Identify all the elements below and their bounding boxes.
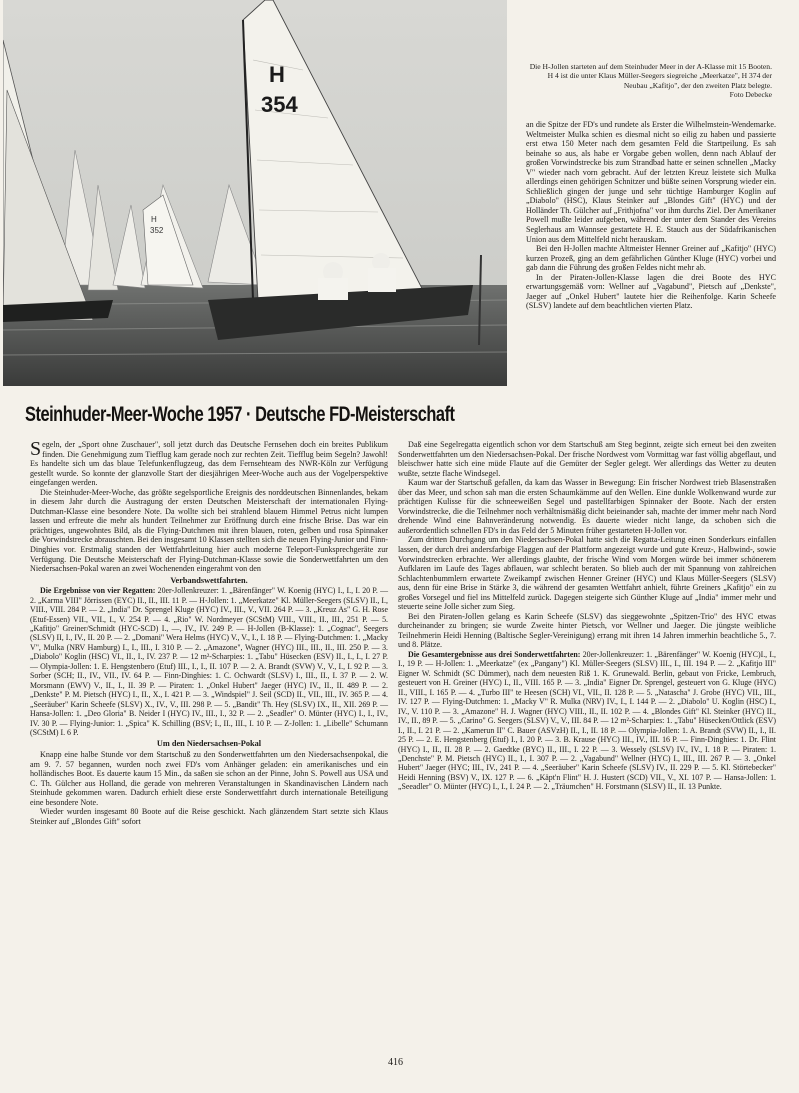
right-column-top — [526, 120, 776, 311]
paragraph: Die Steinhuder-Meer-Woche, das größte segelsportliche Ereignis des norddeutschen Binnenlandes, bekam in diesem Jahr durch die Austragung der ersten Deutschen Meisterschaft der internationalen Flying-Dutchman-Klasse eine besondere Note. Da wollte sich bei strahlend blauem Himmel Petrus nicht lumpen lassen und erfreute die mehr als hundert Teilnehmer zur Eröffnung durch eine frische Brise. Das war ein prächtiges, ungewohntes Bild, als die Flying-Dutchmen mit ihren blauen, roten, gelben und rosa Spinnaker die Vorwindstrecke abrauschten. Bei den insgesamt 10 Klassen stellten sich die neuen Flying-Junior und Finn-Dinghies vor. Erstmalig standen der Wettfahrtleitung hier auch moderne Teleport-Funksprechgeräte zur Verfügung. Die Deutsche Meisterschaft der Flying-Dutchman-Klasse sowie die Sonderwettfahrten um den Niedersachsen-Pokal waren an zwei Wochenenden eingerahmt von den — [30, 487, 388, 574]
paragraph: Daß eine Segelregatta eigentlich schon vor dem Startschuß am Steg beginnt, zeigte sich erneut bei den zweiten Sonderwettfahrten um den Niedersachsen-Pokal. Der frische Nordwest vom Vormittag war fast völlig abgeflaut, und bleischwer hatte sich eine müde Flaute auf die Gemüter der Segler gelegt. Wer allerdings das Wetter zu deuten wußte, setzte flache Windsegel. — [398, 440, 776, 478]
photo-credit: Foto Debecke — [729, 90, 772, 100]
caption-text: Die H-Jollen starteten auf dem Steinhuder Meer in der A-Klasse mit 15 Booten. H 4 ist die unter Klaus Müller-Seegers siegreiche „Meerkatze", H 374 der Neubau „Kafitjo", der den zweiten Platz belegte. — [529, 62, 772, 90]
sail-letter: H — [269, 62, 285, 87]
paragraph: Wieder wurden insgesamt 80 Boote auf die Reise geschickt. Nach glänzendem Start setzte sich Klaus Steinker auf „Blondes Gift" sofort — [30, 807, 388, 826]
paragraph: Bei den Piraten-Jollen gelang es Karin Scheefe (SLSV) das sieggewohnte „Spitzen-Trio" des HYC etwas durcheinander zu bringen; sie wurde Zweite hinter Pietsch, vor Wellner und Jaeger. Die jüngste weibliche Teilnehmerin Heidi Henning (Baltische Segler-Vereinigung) errang mit ihren 14 Jahren immerhin beachtliche 5., 7. und 8. Plätze. — [398, 611, 776, 650]
left-column — [30, 440, 388, 826]
photo-caption — [524, 62, 772, 100]
paragraph: In der Piraten-Jollen-Klasse lagen die drei Boote des HYC erwartungsgemäß vorn: Wellner auf „Vagabund", Pietsch auf „Denkste", Jaeger auf „Onkel Hubert" lautete hier die Reihenfolge. Karin Scheefe (SLSV) landete auf dem beachtlichen vierten Platz. — [526, 272, 776, 311]
section-heading: Verbandswettfahrten. — [170, 575, 248, 585]
paragraph: Bei den H-Jollen machte Altmeister Henner Greiner auf „Kafitjo" (HYC) kurzen Prozeß, ging an dem gefährlichen Günther Kluge (HYC) vorbei und gab dann die Führung des großen Feldes nicht mehr ab. — [526, 244, 776, 273]
section-heading: Um den Niedersachsen-Pokal — [156, 739, 262, 749]
regatta-photo — [3, 0, 507, 386]
page-number: 416 — [388, 1057, 403, 1068]
right-column-bottom — [398, 440, 776, 792]
sail-number-2: 352 — [150, 226, 164, 235]
paragraph: an die Spitze der FD's und rundete als Erster die Wilhelmstein-Wendemarke. Weltmeister Mulka schien es diesmal nicht so eilig zu haben und passierte erst etwa 150 Meter nach dem gesamten Feld die Startpeilung. Es sah beinahe so aus, als habe er Vorgabe geben wollen, denn nach Ablauf der großen Vorwindstrecke bis zum Strandbad hatte er seinen schnellen „Macky V" wieder nach vorn gebracht. Auf der letzten Kreuz leistete sich Mulka allerdings einen gehörigen Schnitzer und büßte seinen Vorsprung wieder ein. Schließlich gingen der junge und sehr tüchtige Hamburger Koglin auf „Diabolo" (HSC), Klaus Steinker auf „Blondes Gift" (HYC) und der Holländer Th. Gülcher auf „Frithjofna" vor ihm durchs Ziel. Der Amerikaner Powell mußte leider aufgeben, während der unter dem Stander des Vereins Seglerhaus am Wannsee gestartete H. E. Stauch aus der Südafrikanischen Union aus dem Mittelfeld nicht herauskam. — [526, 120, 776, 244]
drop-cap: S — [30, 438, 42, 460]
intro-paragraph: Segeln, der „Sport ohne Zuschauer", soll jetzt durch das Deutsche Fernsehen doch ein breites Publikum finden. Die Genehmigung zum Tiefflug kam gerade noch zur rechten Zeit. Tiefflug beim Segeln? Jawohl! Es handelte sich um das blaue Telefunkenflugzeug, das dem Fernsehteam des NWR-Köln zur Verfügung gestellt wurde. So konnte der glanzvolle Start der diesjährigen Meer-Woche auch aus der Vogelperspektive eingefangen werden. — [30, 438, 388, 488]
results-paragraph: Die Ergebnisse von vier Regatten: 20er-Jollenkreuzer: 1. „Bärenfänger" W. Koenig (HYC) I., I., I. 20 P. — 2. „Karma VIII" Jörrissen (EYC) II., II., III. 11 P. — H-Jollen: 1. „Meerkatze" Kl. Müller-Seegers (SLSV) II., I., VIII., VIII. 284 P. — 2. „India" Dr. Sprengel Kluge (HYC) IV., III., V., VII. 264 P. — 3. „Kreuz As" G. H. Rose (Etuf-Essen) VII., VII., I., V. 254 P. — 4. „Rio" W. Nordmeyer (SCStM) VIII., VIII., II., III., 251 P. — 5. „Kafitjo" Greiner/Schmidt (HYC-SCD) I., —, IV., IV. 249 P. — H-Jollen (B-Klasse): 1. „Cognac", Seegers (SLSV) II, I., IV., II. 20 P. — 2. „Domani" Wera Helms (HYC) V., V., I., I. 18 P. — Flying-Dutchmen: 1. „Macky V", Mulka (NRV Hamburg) I., I., III., I. 310 P. — 2. „Amazone", Wagner (HYC) III., III., II., III. 250 P. — 3. „Diabolo" Koglin (HSC) VI., II., I., IV. 237 P. — 12 m²-Scharpies: 1. „Tabu" Hüsecken (ESV) II., I., I., I. 27 P. — Olympia-Jollen: 1. E. Hengstenbero (Etuf) III., I., I., II. 107 P. — 2. A. Brandt (SVW) V., V., I., I. 92 P. — 3. Sorber (SCH; II., IV., VII., IV. 64 P. — Finn-Dinghies: 1. C. Ochwardt (SLSV) I., III., II., I. 37 P. — 2. W. Morsmann (EWV) V., II., I., II. 39 P. — Piraten: 1. „Onkel Hubert" Jaeger (HYC) IV., II., II. 489 P. — 2. „Denkste" P. M. Pietsch (HYC) I., II., X., I. 421 P. — 3. „Windspiel" J. Seil (SCD) II., VII., III., IV. 365 P. — 4. „Seeräuber" Karin Scheefe (SLSV) X., IV., V., III. 298 P. — 5. „Bandit" Th. Hey (SLSV) IX., II., XII. 269 P. — Hansa-Jollen: 1. „Deo Gloria" B. Neider I (HYC) IV., III., I., 32 P. — 2. „Seadler" O. Münter (HYC) I., I., IV., IV. 30 P. — Flying-Junior: 1. „Spica" K. Schilling (BSV; I., II., III., I. 10 P. — Z-Jollen: 1. „Libelle" Schumann (SCStM) I. 6 P. — [30, 586, 388, 737]
paragraph: Knapp eine halbe Stunde vor dem Startschuß zu den Sonderwettfahrten um den Niedersachsenpokal, die am 9. 7. 57 begannen, wurden noch zwei FD's vom Anhänger geladen: ein amerikanisches und ein holländisches Boot. Es dauerte kaum 15 Min., da saßen sie schon an der Pinne, John S. Powell aus USA und C. Th. Gülcher aus Holland, die gerade von mehreren Veranstaltungen in Skandinavischen Ländern nach Steinhude gekommen waren. Dadurch erhielt diese erste Sonderwettfahrt durch internationale Beteiligung eine besondere Note. — [30, 750, 388, 807]
paragraph: Kaum war der Startschuß gefallen, da kam das Wasser in Bewegung: Ein frischer Nordwest trieb Blasenstraßen über das Meer, und schon sah man die ersten Schaumkämme auf den Wellen. Eine dunkle Wolkenwand wurde zur prächtigen Kulisse für die schneeweißen Segel und pastellfarbigen Spinnaker der Boote. Nach der ersten Vorwindstrecke, die die Teilnehmer noch verhältnismäßig dicht beieinander sah, machte der immer mehr nach Nord drehende Wind eine Bahnveränderung notwendig. Es dauerte wieder nicht lange, da schoben sich die außerordentlich schnellen FD's in das Feld der 5 Minuten früher gestarteten H-Jollen vor. — [398, 478, 776, 535]
sail-letter-2: H — [151, 215, 157, 224]
sail-number: 354 — [261, 92, 298, 117]
article-headline: Steinhuder-Meer-Woche 1957 · Deutsche FD-Meisterschaft — [25, 403, 455, 426]
results-paragraph: Die Gesamtergebnisse aus drei Sonderwettfahrten: 20er-Jollenkreuzer: 1. „Bärenfänger" W. Koenig (HYC)I., I., I., 19 P. — H-Jollen: 1. „Meerkatze" (ex „Pangany") Kl. Müller-Seegers (SLSV) III., I., III. 194 P. — 2. „Kafitjo III" Eigner W. Schmidt (SC Dümmer), nach dem neuesten Riß 1. K. Grunewald. Berlin, gebaut von Fricke, Lembruch, gesteuert von H. Greiner (HYC) I., II., VIII. 165 P. — 3. „India" Eigner Dr. Sprengel, gesteuert von G. Kluge (HYC) II., VIII., I. 165 P. — 4. „Turbo III" te Heesen (SCH) VI., VII., II. 128 P. — 5. „Natascha" J. Grobe (HYC) VII., III., IV. 127 P. — Flying-Dutchmen: 1. „Macky V" R. Mulka (NRV) IV., I., I. 144 P. — 2. „Diabolo" U. Koglin (HSC) I., IV., V. 110 P. — 3. „Amazone" H. J. Wagner (HYC) VIII., II., II. 102 P. — 4. „Blondes Gift" Kl. Steinker (HYC) II., IV., II., 89 P. — 5. „Carino" G. Seegers (SLSV) V., V., III. 84 P. — 12 m²-Scharpies: 1. „Tabu" Hüsecken/Ottlick (ESV) I., II., I. 21 P. — 2. „Kamerun II" C. Bauer (ASVzH) II., I., II. 18 P. — Olympia-Jollen: 1. A. Brandt (SVW) II., I., II. 25 P. — 2. E. Hengstenberg (Etuf) I., I. 20 P. — 3. B. Krause (HYC) III., IV., III. 16 P. — Finn-Dinghies: 1. Dr. Flint (HYC) I., II., II. 28 P. — 2. Gaedtke (BYC) II., III., I. 22 P. — 3. Wessely (SLSV) IV., IV., I. 18 P. — Piraten: 1. „Denchste" P. M. Pietsch (HYC) II., I., I. 307 P. — 2. „Vagabund" Wellner (HYC) I., III., III. 267 P. — 3. „Onkel Hubert" Jaeger (HYC; III., IV., 241 P. — 4. „Seeräuber" Karin Scheefe (SLSV) IV., II. 229 P. — 5. Kl. Störtebecker" Heidi Henning (BSV) V., IX. 127 P. — 6. „Käpt'n Flint" H. J. Hustert (SCD) VII., V., XI. 107 P. — Hansa-Jollen: 1. „Seeadler" O. Münter (HYC) I., I., I. 24 P. — 2. „Träumchen" H. Forstmann (SLSV) II., II. 13 Punkte. — [398, 650, 777, 792]
paragraph: Zum dritten Durchgang um den Niedersachsen-Pokal hatte sich die Regatta-Leitung einen Sonderkurs einfallen lassen, der durch drei andersfarbige Flaggen auf der Plattform angezeigt wurde und gute Kreuz-, Halbwind-, sowie Vorwindstrecken erbrachte. Wer allerdings glaubte, der frische Wind vom Morgen würde bei immer schönerem Aufklaren im Laufe des Tages abflauen, war schlecht beraten. So blieb auch der mit Spannung von zahlreichen Schlachtenbummlern erwartete Zweikampf zwischen Henner Greiner (HYC) und Klaus Müller-Seegers (SLSV) aus, denn für eine Brise in Stärke 3, die während der gesamten Wettfahrt anhielt, führte Greiners „Kafitjo" ein zu großes Vorsegel und fiel ins Mittelfeld zurück. Dagegen steigerte sich Günther Kluge auf „India" immer mehr und steuerte seine Jolle sicher zum Sieg. — [398, 535, 776, 612]
